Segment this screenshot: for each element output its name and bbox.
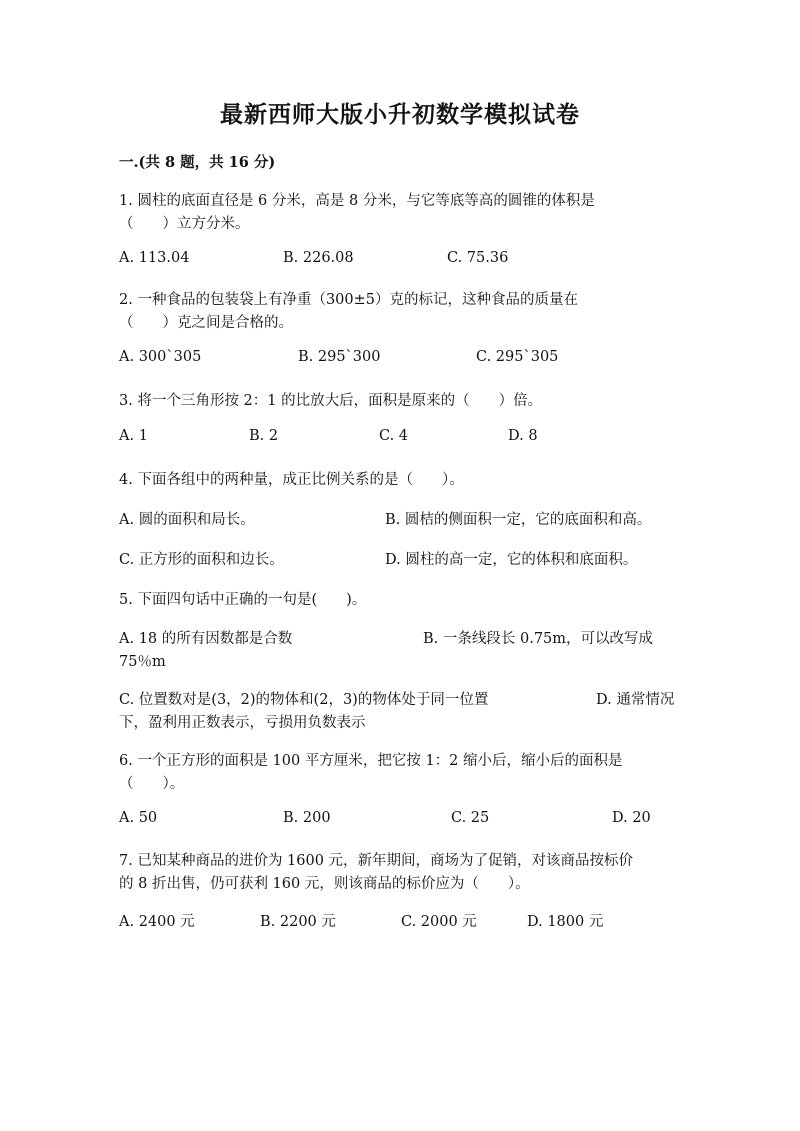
- question-2-line-2: （ ）克之间是合格的。: [119, 315, 293, 331]
- question-4-option-d: D. 圆柱的高一定，它的体积和底面积。: [385, 552, 638, 568]
- question-6-line-1: 6. 一个正方形的面积是 100 平方厘米，把它按 1：2 缩小后，缩小后的面积是: [119, 753, 623, 769]
- question-6-option-c: C. 25: [451, 810, 490, 826]
- question-3-option-b: B. 2: [249, 428, 279, 444]
- question-6-option-b: B. 200: [283, 810, 331, 826]
- question-7-line-1: 7. 已知某种商品的进价为 1600 元，新年期间，商场为了促销，对该商品按标价: [119, 853, 634, 869]
- question-7-option-b: B. 2200 元: [260, 914, 336, 930]
- question-5-option-a: A. 18 的所有因数都是合数: [119, 631, 293, 647]
- question-6-line-2: （ ）。: [119, 776, 185, 792]
- question-5-option-c: C. 位置数对是(3，2)的物体和(2，3)的物体处于同一位置: [119, 692, 489, 708]
- question-5-option-d: D. 通常情况: [596, 692, 675, 708]
- question-4-line-1: 4. 下面各组中的两种量，成正比例关系的是（ ）。: [119, 472, 464, 488]
- question-2-option-c: C. 295`305: [476, 349, 559, 365]
- question-4-option-a: A. 圆的面积和局长。: [119, 512, 255, 528]
- question-6-option-d: D. 20: [612, 810, 651, 826]
- question-5-line-1: 5. 下面四句话中正确的一句是( )。: [119, 592, 367, 608]
- question-5-option-d-continued: 下，盈利用正数表示，亏损用负数表示: [119, 715, 366, 731]
- question-1-line-2: （ ）立方分米。: [119, 216, 250, 232]
- question-7-option-c: C. 2000 元: [401, 914, 477, 930]
- question-1-option-c: C. 75.36: [447, 250, 509, 266]
- page-title: 最新西师大版小升初数学模拟试卷: [220, 101, 580, 128]
- question-7-option-a: A. 2400 元: [119, 914, 195, 930]
- question-2-option-b: B. 295`300: [298, 349, 381, 365]
- question-3-option-c: C. 4: [379, 428, 409, 444]
- question-1-line-1: 1. 圆柱的底面直径是 6 分米，高是 8 分米，与它等底等高的圆锥的体积是: [119, 193, 595, 209]
- question-5-option-b: B. 一条线段长 0.75m，可以改写成: [423, 631, 654, 647]
- question-7-line-2: 的 8 折出售，仍可获利 160 元，则该商品的标价应为（ ）。: [119, 876, 530, 892]
- question-2-option-a: A. 300`305: [119, 349, 202, 365]
- question-3-line-1: 3. 将一个三角形按 2：1 的比放大后，面积是原来的（ ）倍。: [119, 393, 543, 409]
- question-4-option-c: C. 正方形的面积和边长。: [119, 552, 284, 568]
- question-3-option-d: D. 8: [508, 428, 538, 444]
- question-6-option-a: A. 50: [119, 810, 158, 826]
- question-3-option-a: A. 1: [119, 428, 148, 444]
- question-7-option-d: D. 1800 元: [527, 914, 604, 930]
- question-1-option-b: B. 226.08: [283, 250, 354, 266]
- section-heading: 一.(共 8 题，共 16 分): [119, 154, 276, 171]
- question-4-option-b: B. 圆桔的侧面积一定，它的底面积和高。: [385, 512, 652, 528]
- question-5-option-b-continued: 75％m: [119, 654, 166, 670]
- question-2-line-1: 2. 一种食品的包装袋上有净重（300±5）克的标记，这种食品的质量在: [119, 292, 578, 308]
- question-1-option-a: A. 113.04: [119, 250, 190, 266]
